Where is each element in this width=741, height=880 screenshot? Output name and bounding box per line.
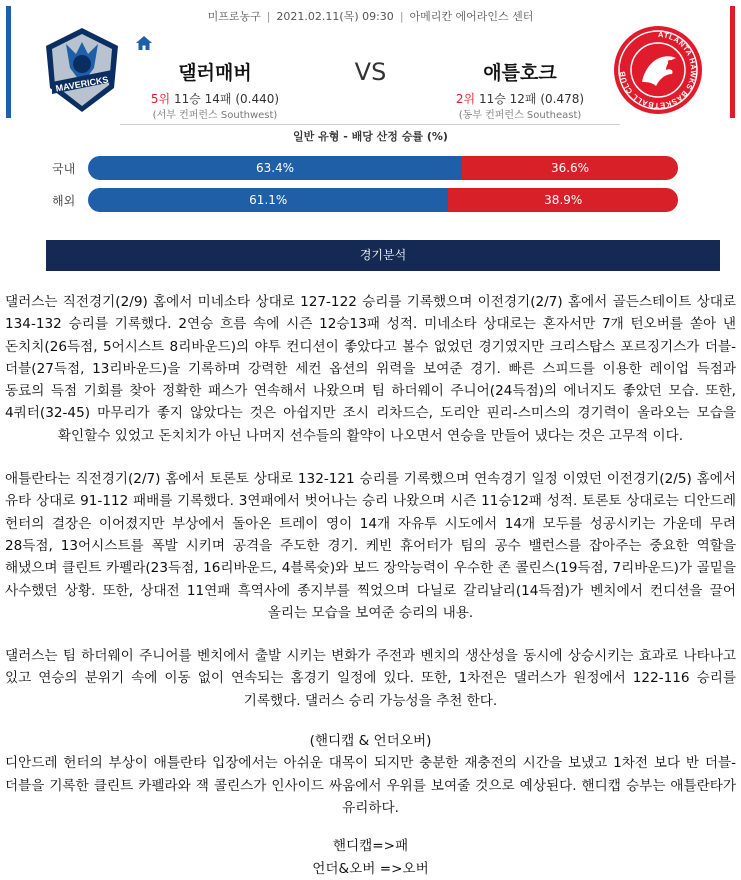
handicap-section-title: (핸디캡 & 언더오버) — [309, 733, 432, 750]
handicap-analysis-paragraph: 디안드레 헌터의 부상이 애틀란타 입장에서는 아쉬운 대목이 되지만 충분한 재충전의 시간을 보냈고 1차전 보다 반 더블-더블을 기록한 클린트 카펠라와 잭 콜린스가 인사이드 싸움에서 우위를 보여줄 것으로 예상된다. 핸디캡 승부는 애틀란타가 유리하다. — [5, 755, 736, 816]
odds-bar — [88, 188, 678, 212]
home-team-conference: (서부 컨퍼런스 Southwest) — [152, 110, 278, 121]
header-divider — [120, 124, 620, 125]
away-odds-segment: 38.9% — [448, 188, 678, 212]
away-team-record — [420, 90, 620, 107]
home-team-name: 댈러매버 — [178, 62, 252, 84]
home-icon — [136, 36, 152, 50]
venue-label: 아메리칸 에어라인스 센터 — [409, 10, 534, 23]
odds-row-label: 해외 — [52, 194, 76, 208]
away-team-conference: (동부 컨퍼런스 Southeast) — [458, 110, 582, 121]
home-team-wl: 11승 14패 (0.440) — [173, 92, 280, 106]
handicap-pick: 핸디캡=>패 — [332, 838, 409, 855]
league-label: 미프로농구 — [207, 10, 261, 23]
match-info-line: 미프로농구 | 2021.02.11(목) 09:30 | 아메리칸 에어라인스 센터 — [207, 10, 534, 23]
match-datetime: 2021.02.11(목) 09:30 — [276, 10, 394, 23]
analysis-article — [5, 291, 736, 880]
odds-row-label: 국내 — [52, 162, 76, 176]
home-odds-segment: 63.4% — [88, 156, 462, 180]
overseas-odds-row — [52, 188, 678, 212]
analysis-section-header: 경기분석 — [46, 240, 720, 271]
vs-label: VS — [354, 58, 387, 86]
away-team-name: 애틀호크 — [483, 62, 557, 84]
atlanta-analysis-paragraph: 애틀란타는 직전경기(2/7) 홈에서 토론토 상대로 132-121 승리를 기록했으며 연속경기 일정 이였던 이전경기(2/5) 홈에서 유타 상대로 91-112 패배를 기록했다. 3연패에서 벗어나는 승리 나왔으며 시즌 11승12패 성적. 토론토 상대로는 디안드레 헌터의 결장은 이어졌지만 부상에서 돌아온 트레이 영이 14개 자유투 시도에서 14개 모두를 성공시키는 가운데 무려 28득점, 13어시스트를 폭발 시키며 공격을 주도한 경기. 케빈 휴어터가 팀의 공수 밸런스를 잡아주는 중요한 역할을 해냈으며 클린트 카펠라(23득점, 16리바운드, 4블록슛)와 보드 장악능력이 우수한 존 콜린스(19득점, 7리바운드)가 골밑을 사수했던 상황. 또한, 상대전 11연패 흑역사에 종지부를 찍었으며 다닐로 갈리날리(14득점)가 벤치에서 컨디션을 끌어 올리는 모습을 보여준 승리의 내용. — [5, 471, 736, 621]
home-team-record — [115, 90, 315, 107]
away-odds-segment: 36.6% — [462, 156, 678, 180]
mavericks-logo-text: MAVERICKS — [54, 74, 110, 94]
away-team-wl: 11승 12패 (0.478) — [478, 92, 585, 106]
away-team-rank: 2위 — [455, 92, 476, 106]
hawks-logo-text: ATLANTA HAWKS BASKETBALL CLUB — [617, 29, 699, 111]
prediction-paragraph: 댈러스는 팀 하더웨이 주니어를 벤치에서 출발 시키는 변화가 주전과 벤치의 생산성을 동시에 상승시키는 효과로 나타나고 있고 연승의 분위기 속에 이동 없이 연속되는 홈경기 일정에 있다. 또한, 1차전은 댈러스가 원정에서 122-116 승리를 기록했다. 댈러스 승리 가능성을 추천 한다. — [5, 648, 736, 709]
odds-bar — [88, 156, 678, 180]
domestic-odds-row — [52, 156, 678, 180]
underover-pick: 언더&오버 =>오버 — [312, 860, 429, 877]
betting-odds-title: 일반 유형 - 배당 산정 승률 (%) — [293, 130, 448, 143]
home-team-rank: 5위 — [150, 92, 171, 106]
dallas-analysis-paragraph: 댈러스는 직전경기(2/9) 홈에서 미네소타 상대로 127-122 승리를 기록했으며 이전경기(2/7) 홈에서 골든스테이트 상대로 134-132 승리를 기록했다. 2연승 흐름 속에 시즌 12승13패 성적. 미네소타 상대로는 혼자서만 7개 턴오버를 쏟아 낸 돈치치(26득점, 5어시스트 8리바운드)의 야투 컨디션이 좋았다고 볼수 없었던 경기였지만 크리스탑스 포르징기스가 더블-더블(27득점, 13리바운드)을 기록하며 강력한 세컨 옵션의 위력을 보여준 경기. 빠른 스피드를 이용한 레이업 득점과 동료의 득점 기회를 찾아 정확한 패스가 연속해서 나왔으며 팀 하더웨이 주니어(24득점)의 에너지도 좋았던 모습. 또한, 4쿼터(32-45) 마무리가 좋지 않았다는 것은 아쉽지만 조시 리차드슨, 도리안 핀리-스미스의 경기력이 올라오는 모습을 확인할수 있었고 돈치치가 아닌 나머지 선수들의 활약이 나오면서 연승을 만들어 냈다는 것은 고무적 이다. — [5, 294, 736, 444]
home-odds-segment: 61.1% — [88, 188, 448, 212]
